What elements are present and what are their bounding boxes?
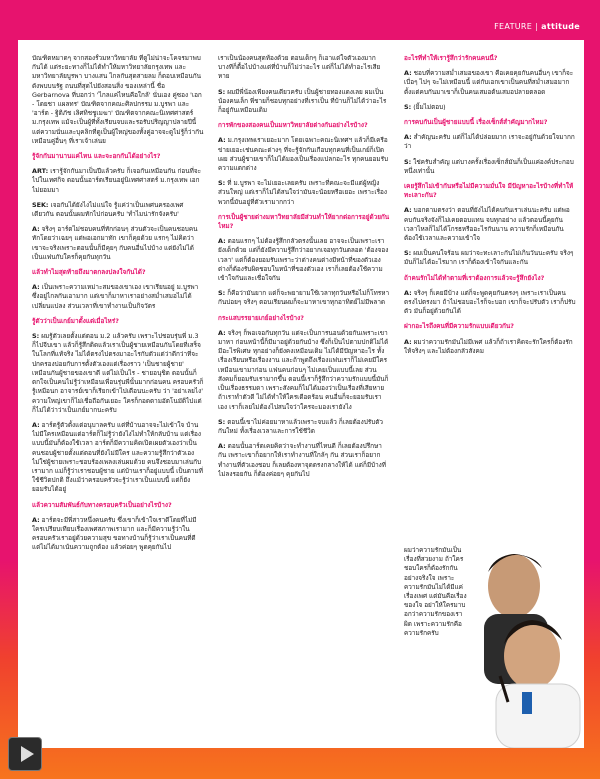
interview-question: แล้วความสัมพันธ์กับทางครอบครัวเป็นอย่างไรบ้าง? bbox=[32, 500, 172, 509]
speaker-label: A: bbox=[32, 515, 40, 524]
answer-text: ผมเป็นคนใจร้อน ผมว่าจะทะเลาะกันไม่เกินวันนะครับ จริงๆ มันก็ไม่ได้อะไรมาก เราก็ต้องเข้าใจกันและกัน bbox=[404, 249, 574, 267]
intro-paragraph: เราเป็นน้องคนสุดท้องด้วย ตอนเด็กๆ ก็เอาแต่ใจตัวเองมาก บางทีก็ดื้อไปบ้างแต่ที่บ้านก็ไม่ว่าอะไร แต่ก็ไม่ได้ทำอะไรเสียหาย bbox=[218, 54, 381, 81]
answer-text: (ยิ้มไม่ตอบ) bbox=[413, 102, 446, 111]
interview-answer bbox=[218, 289, 390, 307]
couple-photo bbox=[404, 516, 584, 748]
interview-answer bbox=[32, 332, 204, 415]
speaker-label: S: bbox=[404, 249, 412, 258]
interview-answer bbox=[218, 329, 390, 412]
interview-question: ถ้าคนรักไม่ได้ทำตามที่เราต้องการแล้วจะรู้สึกยังไง? bbox=[404, 273, 545, 282]
answer-text: อาร์ตจะมีพี่สาวหนึ่งคนครับ ซึ่งเขาก็เข้าใจเราดีโดยที่ไม่มีใครเปรียบเทียบเรื่องเพศสภาพเรามาก และก็มีความรู้ว่าในครอบครัวเราอยู่ด้วยความสุข ขอทางบ้านก็รู้ว่าเราเป็นคนที่ดี แต่ไม่ได้มาเน้นความถูกต้อง แล้วค่อยๆ พูดคุยกันไป bbox=[32, 515, 197, 552]
interview-answer bbox=[404, 338, 576, 356]
interview-answer bbox=[32, 167, 204, 195]
speaker-label: A: bbox=[32, 225, 40, 234]
interview-answer bbox=[404, 69, 576, 97]
answer-text: บอกตามตรงว่า ตอนที่ยังไม่ได้คบกันเราเล่นนะครับ แต่พอคบกันจริงจังก็ไม่เคยตอบแทน จบทุกอย่าง แล้วตอนนี้คุยกัน เวลาไหลก็ไม่ได้โกรธหรืออะไรกันนาน ความรักก็เหมือนกัน ต้องใช้เวลาและความเข้าใจ bbox=[404, 206, 570, 243]
speaker-label: A: bbox=[404, 288, 412, 297]
interview-question: รู้ตัวว่าเป็นเกย์มาตั้งแต่เมื่อไหร่? bbox=[32, 316, 119, 325]
interview-answer bbox=[218, 136, 390, 173]
interview-answer bbox=[404, 249, 576, 267]
article-column-3 bbox=[404, 54, 576, 514]
interview-answer bbox=[218, 88, 390, 116]
answer-text: ตอนแรกๆ ไม่ต้องรู้สึกกลัวตรงนั้นเลย อาจจะเป็นเพราะเรายังเด็กด้วย แต่ก็ยังมีความรู้สึกว่าอยากเจอทุกวันตลอด 'ต้องจองเวลา' แต่ก็ต้องยอมรับเพราะว่าต่างคนต่างมีหน้าที่ของตัวเอง ต่างก็ต้องรับผิดชอบในหน้าที่ของตัวเอง เราก็เลยต้องใช้ความเข้าใจกันและเชื่อใจกัน bbox=[218, 237, 389, 283]
answer-text: เจอกันได้ยังไงไม่แน่ใจ รู้แค่ว่าเป็นเพศนครองเพศเดียวกัน ตอนนั้นผมทักไปก่อนครับ 'ทำไมน่ารักจังครับ' bbox=[32, 200, 184, 219]
speaker-label: S: bbox=[218, 179, 226, 188]
answer-text: จริงๆ ก็พอเจอกันทุกวัน แต่จะเป็นการนอนด้วยกันเพราะเขามาหา ก่อนหน้านี้ก็มีมาอยู่ด้วยกันบ้าง ซึ่งก็เป็นไปตามปกติไม่ได้มีอะไรพิเศษ ทุกอย่างก็ยังคงเหมือนเดิม ไม่ได้มีปัญหาอะไร ทั้งเรื่องเรียนหรือเรื่องงาน และถ้าพูดถึงเรื่องแฟนเราก็ไม่เคยมีใครเหมือนเขามาก่อน แฟนคนก่อนๆ ไม่เคยเป็นแบบนี้เลย ส่วนสังคมก็ยอมรับเรามากขึ้น ตอนนี้เราก็รู้สึกว่าความรักแบบนี้มันก็เป็นเรื่องธรรมดา เพราะสังคมก็ไม่ได้มองว่าเป็นเรื่องที่เสียหาย ถ้าเราทำตัวดี ไม่ได้ทำให้ใครเดือดร้อน คนอื่นก็จะยอมรับเราเอง เราก็เลยไม่ต้องไปสนใจว่าใครจะมองเรายังไง bbox=[218, 328, 389, 411]
speaker-label: S: bbox=[218, 289, 226, 298]
interview-question: แล้วทำไมสุดท้ายถึงมาตกลงปลงใจกันได้? bbox=[32, 268, 146, 277]
interview-answer bbox=[32, 225, 204, 262]
answer-text: เรารู้จักกันมาเป็นปีแล้วครับ ก็เจอกันเหมือนกัน ก่อนที่จะไปในเทศกิจ ตอนนั้นอาร์ตเรียนอยู่นิเทศศาสตร์ ม.กรุงเทพ เอกไม่ยอมมา bbox=[32, 167, 202, 194]
interview-question: อะไรที่ทำให้เรารู้สึกว่ารักคนคนนี้? bbox=[404, 54, 498, 62]
interview-question: ฝากอะไรถึงคนที่มีความรักแบบเดียวกัน? bbox=[404, 322, 514, 331]
article-column-1 bbox=[32, 54, 204, 742]
interview-answer bbox=[32, 516, 204, 553]
speaker-label: A: bbox=[218, 237, 226, 246]
answer-text: ตอนนี้เขาไม่ค่อยมาหาแล้วเพราะจบแล้ว ก็เลยต้องปรับตัวกันใหม่ ทั้งเรื่องเวลาและการใช้ชีวิต bbox=[218, 417, 384, 435]
answer-text: อาร์ตรู้ตัวตั้งแต่อนุบาลครับ แต่ที่บ้านอาจจะไม่เข้าใจ บ้านไม่มีใครเหมือนแต่อาร์ตก็ไม่รู้ว่ายังไงไม่ทำให้กลับบ้าน แต่เรื่องแบบนี้มันก็ต้องใช้เวลา อาร์ตก็มีความคิดเปิดเผยตัวเองว่าเป็นคนชอบผู้ชายตั้งแต่ตอนที่ยังไม่มีใคร และความรู้สึกว่าตัวเองไม่ใช่ผู้ชายเพราะชอบร้องเพลงเล่นผมด้วย คนจึงชอบมาเล่นกับเรามาก แม่ก็รู้ว่าเราชอบผู้ชาย แต่บ้านเราก็อยู่แบบนี้ เป็นตามที่ใช้ชีวิตปกติ ถึงแม้ว่าครอบครัวจะรู้ว่าเราเป็นแบบนี้ แต่ก็ยังยอมรับได้อยู่ bbox=[32, 420, 203, 494]
speaker-label: ART: bbox=[32, 167, 49, 176]
speaker-label: S: bbox=[218, 87, 226, 96]
speaker-label: S: bbox=[218, 417, 226, 426]
answer-text: จริงๆ อาร์ตไม่ชอบคนที่ทักก่อนๆ ส่วนตัวจะเป็นคนชอบคนทักโดยว่าเฉยๆ แต่พอเอกมาทัก เขาก็คุยด้วย แรกๆ ไม่คิดว่าเขาจะจริงเพราะตอนนั้นก็มีคุยๆ กับคนอื่นไปบ้าง แต่ยังไม่ได้เป็นแฟนกับใครก็คุยกันทุกวัน bbox=[32, 225, 198, 261]
speaker-label: A: bbox=[404, 133, 412, 142]
article-column-2 bbox=[218, 54, 390, 742]
photo-caption: ผมว่าความรักมันเป็นเรื่องที่สวยงาม ถ้าใครชอบใครก็ต้องรักกันอย่างจริงใจ เพราะความรักมันไม่ได้มีแค่เรื่องเพศ แต่มันคือเรื่องของใจ อย่าให้ใครมาบอกว่าความรักของเราผิด เพราะความรักคือความรักครับ bbox=[404, 546, 467, 637]
running-header: FEATURE | attitude bbox=[494, 22, 580, 31]
play-button[interactable] bbox=[8, 737, 42, 771]
answer-text: ตอนนั้นอาร์ตเคยคิดว่าจะทำงานที่ไหนดี ก็เลยต้องปรึกษากัน เพราะเขาก็อยากให้เราทำงานที่ใกล้ๆ กัน ส่วนเราก็อยากทำงานที่ตัวเองชอบ ก็เลยต้องหาจุดตรงกลางให้ได้ แต่ก็มีบ้างที่ไม่ลงรอยกัน ก็ต้องค่อยๆ คุยกันไป bbox=[218, 442, 387, 478]
answer-text: ผมมีพี่น้องเพียงคนเดียวครับ เป็นผู้ชายทองแดงเลย ผมเป็นน้องคนเล็ก พี่ชายก็ชอบทุกอย่างที่เราเป็น ที่บ้านก็ไม่ได้ว่าอะไรก็อยู่กันเหมือนเดิม bbox=[218, 87, 387, 115]
speaker-label: A: bbox=[32, 420, 40, 429]
interview-question: การพักของสองคนเป็นมหาวิทยาลัยต่างกันอย่างไรบ้าง? bbox=[218, 121, 368, 130]
intro-paragraph: บัณฑิตหมาดๆ จากสองรั้วมหาวิทยาลัย ที่ดูไม่น่าจะโคจรมาพบกันได้ แต่ระยะทางก็ไม่ได้ทำให้มหาวิทยาลัยกรุงเทพ และมหาวิทยาลัยบูรพา บางแสน ไกลกันสุดสายลม ก็ตอบเหมือนกันดังพบบนรัฐ ถนนที่สุดไปยังสอนสิ่ง ของเหล่านี้ ชื่อ Gerbarnova ที่บอกว่า 'ไกลแค่ไหนคือใกล้' นั่นเอง คู่ซอง 'เอก - โดยชา แผลทร' บัณฑิตจากคณะศิลปกรรม ม.บูรพา และ 'อาร์ต - ฐิติภัช เลิศทิชชูเมฆา' บัณฑิตจากคณะนิเทศศาสตร์ ม.กรุงเทพ แม้จะเป็นผู้ที่ทั้งเรียนจบและรอรับปริญญาปลายปีนี้ แต่ความนั่นและบุคลิกที่ดูเป็นผู้ใหญ่ของทั้งคู่อาจจะดูไม่รู้ก็ว่ากันเหมือนคู่อื่นๆ ที่เราเจ้าเล่นย bbox=[32, 54, 204, 145]
answer-text: ชอบที่ความสม่ำเสมอของเขา คือเคยคุยกันคนอื่นๆ เขาก็จะเบื่อๆ ไปๆ จะไม่เหมือนนี้ แต่กับเอกเขาเป็นคนที่สม่ำเสมอมาก ตั้งแต่คบกันมาเขาก็เป็นคนเสมอต้นเสมอปลายตลอด bbox=[404, 69, 574, 96]
interview-answer bbox=[32, 421, 204, 495]
article-panel bbox=[18, 40, 584, 748]
interview-answer bbox=[32, 201, 204, 219]
answer-text: สำคัญนะครับ แต่ก็ไม่ได้ปล่อยมาก เราจะอยู่กันด้วยใจมากกว่า bbox=[404, 133, 575, 151]
speaker-label: A: bbox=[404, 69, 412, 78]
answer-text: ผมว่าความรักมันไม่มีเพศ แล้วก็ถ้าเราคิดจะรักใครก็ต้องรักให้จริงๆ และไม่ต้องกลัวสังคม bbox=[404, 337, 573, 355]
answer-text: ผมรู้ตัวเลยตั้งแต่ตอน ม.2 แล้วครับ เพราะไปชอบรุ่นพี่ ม.3 ก็ไปจีบเขา แล้วก็รู้สึกติดแล้วเราเป็นผู้ชายเหมือนกันโดยที่เสร็จในโลกที่แท้จริง ไม่ได้ตรงไปตรงมาอะไรกับตัวแต่ว่าดีกว่าที่จะปกครองบ่อยกับการตั้งตัวเองแต่เรื่องราว 'เป็นชายผู้ชาย' เหมือนกันผู้ชายของเขาดี แต่ไม่เป็นไร - ชายอนุชิต ตอนนั้นก็ตกใจเป็นคนไม่รู้ว่าเหมือนเพื่อนรุ่นพี่นั้นมากก่อนคน ครอบครัวก็รู้เหมือนก อาจารย์เขาก็เรียกเข้าไปเตือนนะครับ ว่า 'อย่าเลยไง' ความใหญ่เขาก็ไม่เชื่อถือกันเยอะ ใครก็กอดตามอัตโนมัติไปแต่ก็ไม่ได้ว่าว่าเป็นเกย์มากนะครับ bbox=[32, 332, 204, 414]
interview-answer bbox=[218, 442, 390, 479]
answer-text: ใช่ครับสำคัญ แต่บางครั้งเรื่องเซ็กส์มันก็เป็นแค่องค์ประกอบหนึ่งเท่านั้น bbox=[404, 157, 574, 175]
answer-text: ก็คือว่ามันยาก แต่ก็จะพยายามใช้เวลาทุกวันหรือไม่ก็โทรหากันบ่อยๆ จริงๆ ตอนเรียนผมก็จะมาหาเขาทุกอาทิตย์ไม่มีพลาด bbox=[218, 289, 390, 307]
speaker-label: A: bbox=[404, 337, 412, 346]
answer-text: ม.กรุงเทพเราเยอะมาก โดยเฉพาะคณะนิเทศฯ แล้วก็มีเครือข่ายเยอะเช่นคณะต่างๆ ที่จะรู้จักกันเกือบทุกคนที่เป็นเกย์ก็เปิดเผย ส่วนผู้ชายเขาก็ไม่ได้มองเป็นเรื่องแปลกอะไร ทุกคนยอมรับความแตกต่าง bbox=[218, 136, 389, 173]
speaker-label: A: bbox=[218, 328, 226, 337]
interview-answer bbox=[218, 179, 390, 207]
interview-answer bbox=[404, 206, 576, 243]
interview-question: รู้จักกันมานานแค่ไหน และจะอกกันได้อย่างไร? bbox=[32, 152, 161, 161]
speaker-label: S: bbox=[32, 332, 40, 341]
interview-question: การคบกันเป็นผู้ชายแบบนี้ เรื่องเซ็กส์สำคัญมากไหม? bbox=[404, 118, 548, 127]
interview-answer bbox=[404, 158, 576, 176]
speaker-label: A: bbox=[32, 283, 40, 292]
interview-answer bbox=[218, 237, 390, 283]
interview-answer bbox=[218, 418, 390, 436]
speaker-label: A: bbox=[218, 442, 226, 451]
interview-answer bbox=[404, 133, 576, 151]
play-icon bbox=[21, 746, 34, 762]
speaker-label: A: bbox=[218, 136, 226, 145]
speaker-label: A: bbox=[404, 206, 412, 215]
speaker-label: S: bbox=[404, 102, 412, 111]
section-name: attitude bbox=[541, 22, 580, 31]
interview-answer bbox=[404, 289, 576, 317]
interview-question: เคยรู้สึกไม่เข้ากันหรือไม่มีความมั่นใจ มีปัญหาอะไรบ้างที่ทำให้ทะเลาะกัน? bbox=[404, 182, 574, 200]
interview-question: การเป็นผู้ชายต่างมหาวิทยาลัยมีส่วนทำให้ยากต่อการอยู่ด้วยกันไหม? bbox=[218, 212, 390, 231]
magazine-name: FEATURE bbox=[494, 22, 533, 31]
interview-answer bbox=[32, 283, 204, 311]
answer-text: ที่ ม.บูรพา จะไม่เยอะเลยครับ เพราะที่คณะจะมีแต่ผู้หญิงส่วนใหญ่ แต่เราก็ไม่ได้สนใจว่ามันจะน้อยหรือเยอะ เพราะเรื่องพวกนี้มันอยู่ที่ตัวเรามากกว่า bbox=[218, 179, 387, 206]
answer-text: จริงๆ ก็เคยมีบ้าง แต่ก็จะพูดคุยกันตรงๆ เพราะเราเป็นคนตรงไปตรงมา ถ้าไม่ชอบอะไรก็จะบอก เขาก็จะปรับตัว เราก็ปรับตัว มันก็อยู่ด้วยกันได้ bbox=[404, 288, 576, 316]
speaker-label: S: bbox=[404, 157, 412, 166]
speaker-label: SEK: bbox=[32, 200, 49, 209]
answer-text: เป็นเพราะความเหม่าะสมของเขาเอง เขาเรียนอยู่ ม.บูรพา ซึ่งอยู่ไกลกันเอามาก แต่เขาก็มาหาเราอย่างสม่ำเสมอไม่ได้เปลี่ยนแปลง ส่วนเวลาที่เขาทำงานเป็นกิจวัตร bbox=[32, 283, 199, 310]
interview-answer bbox=[404, 103, 576, 112]
interview-question: กระแสบรรยายเกย์อย่างไรบ้าง? bbox=[218, 313, 304, 322]
